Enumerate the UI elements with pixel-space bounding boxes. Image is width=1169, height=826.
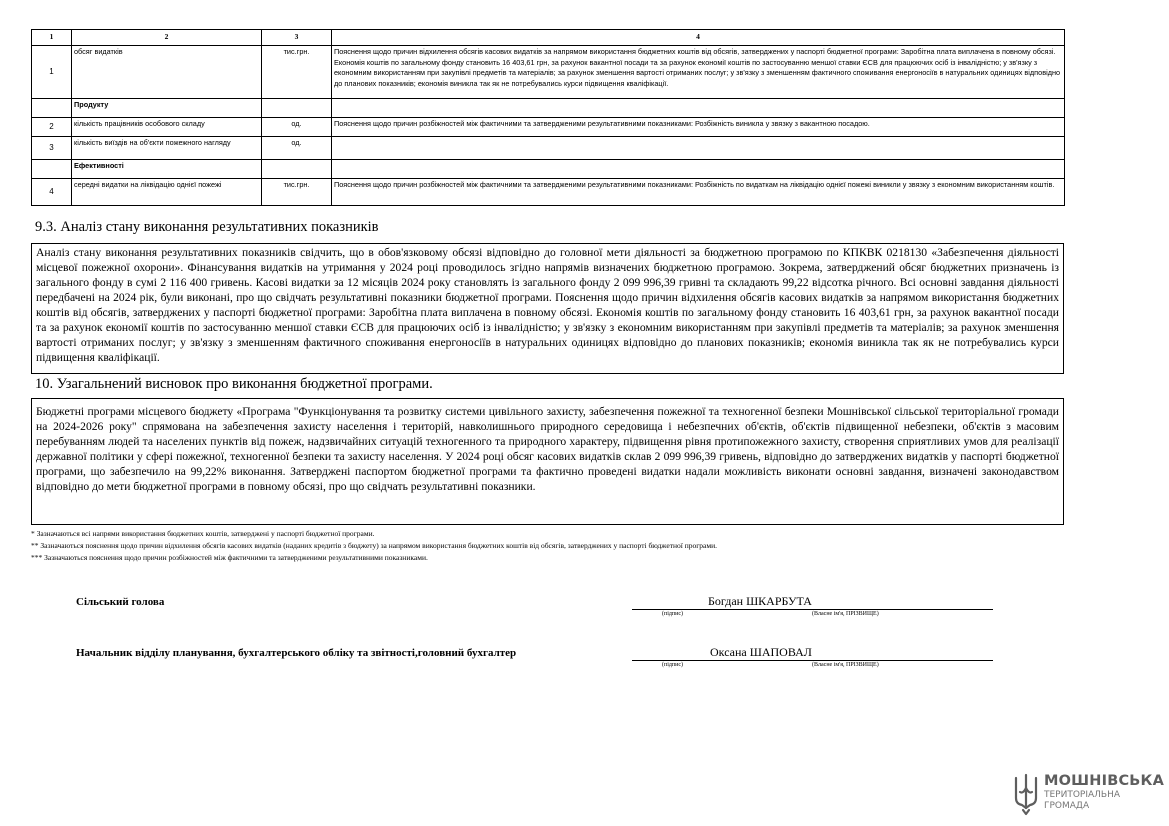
section-10-text: Бюджетні програми місцевого бюджету «Програма "Функціонування та розвитку системи цивільного захисту, забезпечення пожежної та техногенної безпеки Мошнівської сільської територіальної громади на 2024-2026 року" спрямована на забезпечення захисту населення і територій, навколишнього природного середовища і небезпечних об'єктів, об'єктів підвищенної небезпеки, об'єктів з масовим перебуванням людей та населених пунктів від пожеж, надзвичайних ситуацій техногенного та природного характеру, підвищення рівня протипожежного захисту, створення сприятливих умов для реалізації державної політики у сфері пожежної, техногенної безпеки та захисту населення. У 2024 році обсяг касових видатків склав 2 099 996,39 гривень, відповідно до затверджених видатків у паспорті бюджетної програми, що забезпечило на 99,22% виконання. Затверджені паспортом бюджетної програми та фактично проведені видатки надали можливість виконати основні завдання, визначені законодавством відповідно до мети бюджетної програми в повному обсязі, про що свідчать результативні показники. xyxy=(31,398,1064,525)
unit-cell: од. xyxy=(262,118,332,137)
explanation-cell: Пояснення щодо причин розбіжностей між фактичними та затвердженими результативними показниками: Розбіжність по видаткам на ліквідацію однієї пожежі виникли у звязку з економним використанням коштів. xyxy=(332,179,1065,206)
signature-line xyxy=(632,609,993,610)
section-9-3-text: Аналіз стану виконання результативних показників свідчить, що в обов'язковому обсязі відповідно до головної мети діяльності за бюджетною програмою по КПКВК 0218130 «Забезпечення діяльності місцевої пожежної охорони». Фінансування видатків на утримання у 2024 році проводилось згідно напрямів визначених бюджетною програмою. Зокрема, затверджений обсяг бюджетних призначень із загального фонду в сумі 2 116 400 гривень. Касові видатки за 12 місяців 2024 року становлять із загального фонду 2 099 996,39 гривні та складають 99,22 відсотка річного. Всі основні завдання діяльності передбачені на 2024 рік, були виконані, про що свідчать результативні показники бюджетної програми. Пояснення щодо причин відхилення обсягів касових видатків за напрямом використання бюджетних коштів від обсягів, затверджених у паспорті бюджетної програми: Заробітна плата виплачена в повному обсязі. Економія коштів по загальному фонду становить 16 403,61 грн, за рахунок вакантної посади та за рахунок економії коштів по застосуванню меншої ставки ЄСВ для працюючих осіб із інвалідністю; у зв'язку з економним використанням при закупівлі предметів та матеріалів; за рахунок зменшення вартості отриманих послуг; у зв'язку з зменшенням фактичного споживання енергоносіїв в натуральних одиницях відповідно до планових показників; економія виникла так як не потребувались курси підвищення кваліфікації. xyxy=(31,243,1064,374)
logo-subtitle: ГРОМАДА xyxy=(1044,801,1090,811)
indicator-name: кількість працівників особового складу xyxy=(72,118,262,137)
logo-title: МОШНІВСЬКА xyxy=(1044,773,1165,789)
row-number: 4 xyxy=(32,179,72,206)
row-number: 3 xyxy=(32,137,72,160)
column-header: 2 xyxy=(72,30,262,46)
footnote: *** Зазначаються пояснення щодо причин розбіжностей між фактичними та затвердженими результативними показниками. xyxy=(31,553,428,562)
trident-icon xyxy=(1012,772,1040,816)
column-header: 4 xyxy=(332,30,1065,46)
head-signature-label: Сільський голова xyxy=(76,596,165,608)
table-row xyxy=(32,118,1065,137)
logo-subtitle: ТЕРИТОРІАЛЬНА xyxy=(1044,790,1121,800)
empty-cell xyxy=(332,160,1065,179)
indicator-name: кількість виїздів на об'єкти пожежного нагляду xyxy=(72,137,262,160)
empty-cell xyxy=(32,160,72,179)
head-signature-name: Богдан ШКАРБУТА xyxy=(708,594,812,608)
name-caption: (Власне ім'я, ПРІЗВИЩЕ) xyxy=(812,662,879,668)
section-row xyxy=(32,99,1065,118)
explanation-cell xyxy=(332,137,1065,160)
empty-cell xyxy=(262,160,332,179)
row-number: 1 xyxy=(32,46,72,99)
signature-caption: (підпис) xyxy=(662,611,684,617)
performance-indicators-table xyxy=(31,29,1065,206)
row-number: 2 xyxy=(32,118,72,137)
signature-line xyxy=(632,660,993,661)
indicator-name: середні видатки на ліквідацію однієї пожежі xyxy=(72,179,262,206)
explanation-cell: Пояснення щодо причин відхилення обсягів касових видатків за напрямом використання бюджетних коштів від обсягів, затверджених у паспорті бюджетної програми: Заробітна плата виплачена в повному обсязі. Економія коштів по загальному фонду становить 16 403,61 грн, за рахунок вакантної посади та за рахунок економії коштів по застосуванню меншої ставки ЄСВ для працюючих осіб із інвалідністю; у зв'язку з економним використанням при закупівлі предметів та матеріалів; за рахунок зменшення вартості отриманих послуг; у зв'язку з зменшенням фактичного споживання енергоносіїв в натуральних одиницях відповідно до планових показників; економія виникла так як не потребувались курси підвищення кваліфікації. xyxy=(332,46,1065,99)
footnote: ** Зазначаються пояснення щодо причин відхилення обсягів касових видатків (наданих кредитів з бюджету) за напрямом використання бюджетних коштів від обсягів, затверджених у паспорті бюджетної програми. xyxy=(31,541,718,550)
empty-cell xyxy=(332,99,1065,118)
signature-caption: (підпис) xyxy=(662,662,684,668)
section-row xyxy=(32,160,1065,179)
section-9-3-heading: 9.3. Аналіз стану виконання результативних показників xyxy=(35,219,379,235)
section-title-product: Продукту xyxy=(72,99,262,118)
column-header: 1 xyxy=(32,30,72,46)
footnotes xyxy=(31,528,717,564)
table-row xyxy=(32,46,1065,99)
table-row xyxy=(32,179,1065,206)
section-10-heading: 10. Узагальнений висновок про виконання бюджетної програми. xyxy=(35,376,433,392)
footnote: * Зазначаються всі напрями використання бюджетних коштів, затверджені у паспорті бюджетної програми. xyxy=(31,529,375,538)
section-title-efficiency: Ефективності xyxy=(72,160,262,179)
chief-accountant-signature-name: Оксана ШАПОВАЛ xyxy=(710,645,812,659)
unit-cell: тис.грн. xyxy=(262,179,332,206)
indicator-name: обсяг видатків xyxy=(72,46,262,99)
community-logo xyxy=(1012,772,1165,816)
explanation-cell: Пояснення щодо причин розбіжностей між фактичними та затвердженими результативними показниками: Розбіжність виникла у звязку з вакантною посадою. xyxy=(332,118,1065,137)
empty-cell xyxy=(32,99,72,118)
table-row xyxy=(32,137,1065,160)
column-header: 3 xyxy=(262,30,332,46)
empty-cell xyxy=(262,99,332,118)
table-header-row xyxy=(32,30,1065,46)
unit-cell: тис.грн. xyxy=(262,46,332,99)
chief-accountant-signature-label: Начальник відділу планування, бухгалтерського обліку та звітності,головний бухгалтер xyxy=(76,647,517,659)
unit-cell: од. xyxy=(262,137,332,160)
name-caption: (Власне ім'я, ПРІЗВИЩЕ) xyxy=(812,611,879,617)
